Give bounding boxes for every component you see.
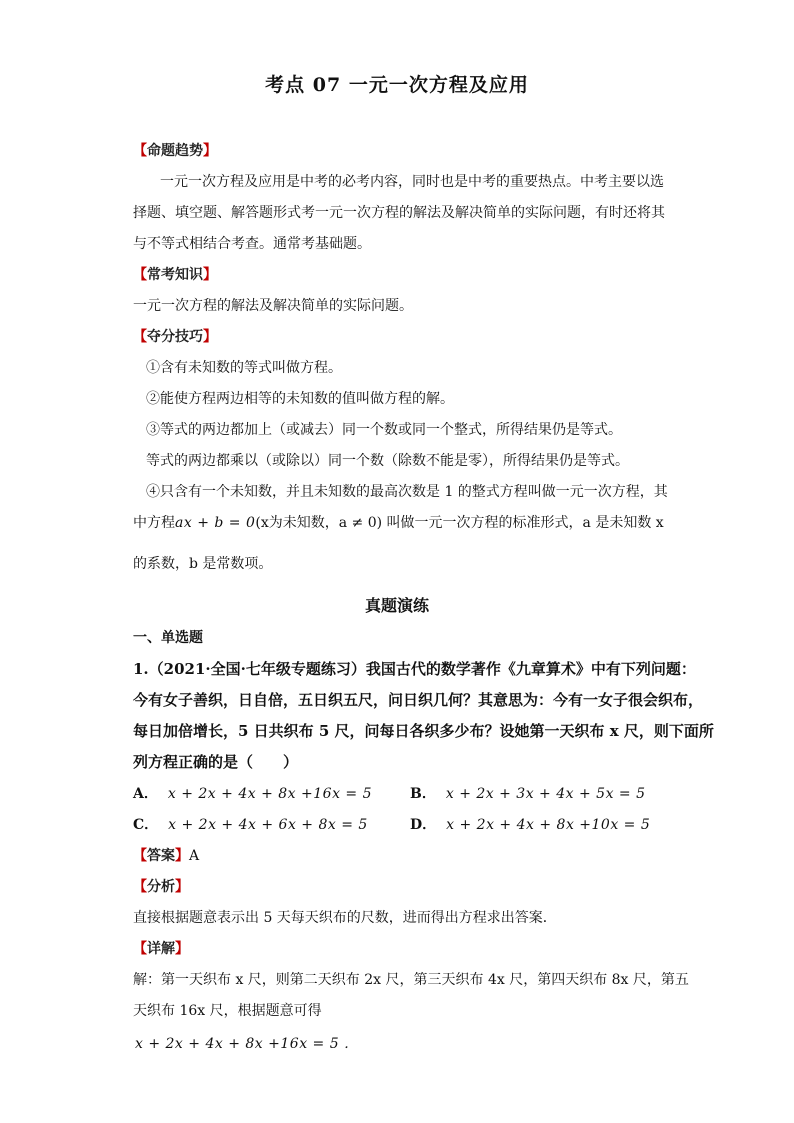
tip-text: (x为未知数，a ≠ 0) 叫做一元一次方程的标准形式，a 是未知数 x <box>255 515 664 531</box>
tip-item: 等式的两边都乘以（或除以）同一个数（除数不能是零），所得结果仍是等式。 <box>146 453 629 469</box>
question-line: 今有女子善织，日自倍，五日织五尺，问日织几何？其意思为：今有一女子很会织布， <box>133 691 704 709</box>
paragraph-line: 一元一次方程及应用是中考的必考内容，同时也是中考的重要热点。中考主要以选 <box>160 174 664 190</box>
question-line: 列方程正确的是（ ） <box>133 753 299 771</box>
analysis-tag-label: 分析 <box>147 879 175 895</box>
practice-heading: 真题演练 <box>364 596 429 615</box>
paragraph-line: 与不等式相结合考查。通常考基础题。 <box>133 236 371 252</box>
bracket-close: 】 <box>175 941 189 957</box>
tip-text: 中方程 <box>133 515 175 531</box>
detail-line: 天织布 16x 尺，根据题意可得 <box>133 1003 322 1019</box>
option-equation: x + 2x + 4x + 8x +10x = 5 <box>446 817 651 833</box>
option-equation: x + 2x + 3x + 4x + 5x = 5 <box>445 786 646 802</box>
bracket-open: 【 <box>133 879 147 895</box>
standard-form-equation: ax + b = 0 <box>175 515 256 531</box>
option-equation: x + 2x + 4x + 8x +16x = 5 <box>167 786 372 802</box>
answer-value: A <box>189 848 200 864</box>
tip-item-line <box>133 513 664 533</box>
bracket-open: 【 <box>133 143 147 159</box>
option-equation: x + 2x + 4x + 6x + 8x = 5 <box>168 817 368 833</box>
option-c[interactable] <box>133 815 368 835</box>
question-line: 1.（2021·全国·七年级专题练习）我国古代的数学著作《九章算术》中有下列问题： <box>133 660 696 678</box>
paragraph-line: 择题、填空题、解答题形式考一元一次方程的解法及解决简单的实际问题，有时还将其 <box>133 205 665 221</box>
tip-item: ③等式的两边都加上（或减去）同一个数或同一个整式，所得结果仍是等式。 <box>146 422 622 438</box>
answer-row <box>133 846 199 866</box>
question-line: 每日加倍增长，5 日共织布 5 尺，问每日各织多少布？设她第一天织布 x 尺，则下面所 <box>133 722 714 740</box>
section-tag-tips <box>133 327 217 347</box>
tip-item: ④只含有一个未知数，并且未知数的最高次数是 1 的整式方程叫做一元一次方程，其 <box>146 484 668 500</box>
option-label: A． <box>133 786 158 802</box>
bracket-open: 【 <box>133 267 147 283</box>
tip-item-line: 的系数，b 是常数项。 <box>133 556 273 572</box>
section-tag-trend <box>133 141 217 161</box>
bracket-close: 】 <box>203 267 217 283</box>
bracket-close: 】 <box>203 329 217 345</box>
section-tag-knowledge-label: 常考知识 <box>147 267 203 283</box>
section-tag-detail <box>133 939 189 959</box>
option-d[interactable] <box>410 815 650 835</box>
answer-tag-label: 答案 <box>147 848 175 864</box>
bracket-close: 】 <box>175 879 189 895</box>
tip-item: ①含有未知数的等式叫做方程。 <box>146 360 342 376</box>
detail-tag-label: 详解 <box>147 941 175 957</box>
section-tag-tips-label: 夺分技巧 <box>147 329 203 345</box>
paragraph-line: 一元一次方程的解法及解决简单的实际问题。 <box>133 298 413 314</box>
option-a[interactable] <box>133 784 372 804</box>
detail-line: 解：第一天织布 x 尺，则第二天织布 2x 尺，第三天织布 4x 尺，第四天织布 8x 尺，第五 <box>133 972 689 988</box>
tip-item: ②能使方程两边相等的未知数的值叫做方程的解。 <box>146 391 454 407</box>
section-tag-trend-label: 命题趋势 <box>147 143 203 159</box>
section-tag-knowledge <box>133 265 217 285</box>
option-label: B． <box>410 786 436 802</box>
part-heading: 一、单选题 <box>133 630 203 646</box>
section-tag-analysis <box>133 877 189 897</box>
bracket-open: 【 <box>133 848 147 864</box>
option-label: D． <box>410 817 437 833</box>
bracket-open: 【 <box>133 329 147 345</box>
option-b[interactable] <box>410 784 646 804</box>
page-title: 考点 07 一元一次方程及应用 <box>265 74 529 96</box>
option-label: C． <box>133 817 159 833</box>
analysis-text: 直接根据题意表示出 5 天每天织布的尺数，进而得出方程求出答案． <box>133 910 557 926</box>
detail-equation: x + 2x + 4x + 8x +16x = 5 ． <box>135 1036 359 1052</box>
bracket-close: 】 <box>203 143 217 159</box>
bracket-open: 【 <box>133 941 147 957</box>
bracket-close: 】 <box>175 848 189 864</box>
